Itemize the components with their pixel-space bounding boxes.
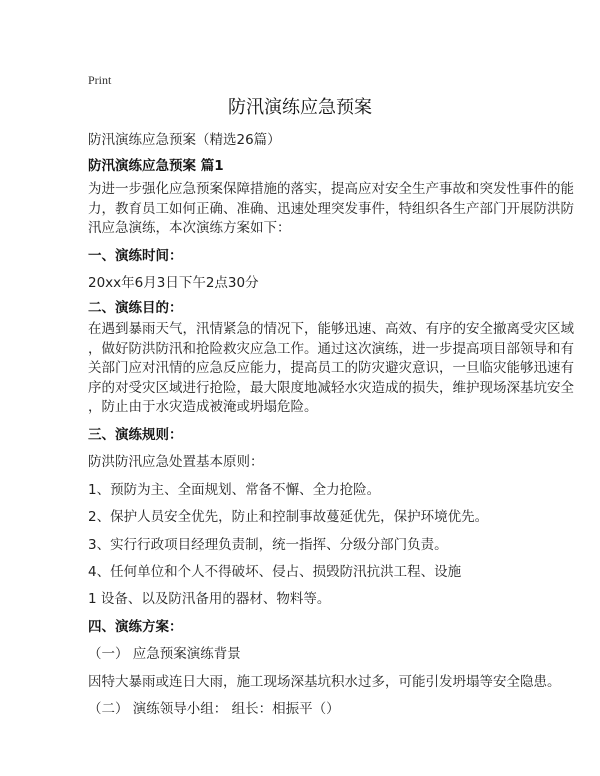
- intro-paragraph: [88, 180, 574, 239]
- text-line: 汛应急演练，本次演练方案如下：: [88, 220, 291, 236]
- section1-text: 20xx年6月3日下午2点30分: [88, 275, 259, 291]
- section2-paragraph: [88, 320, 574, 418]
- section2-heading: 二、演练目的：: [88, 300, 183, 316]
- rule-item: 4、任何单位和个人不得破坏、侵占、损毁防汛抗洪工程、设施: [88, 564, 462, 580]
- rule-item: 1、预防为主、全面规划、常备不懈、全力抢险。: [88, 482, 381, 498]
- section4-sub1: （一） 应急预案演练背景: [88, 646, 241, 662]
- text-line: 为进一步强化应急预案保障措施的落实，提高应对安全生产事故和突发性事件的能: [88, 181, 574, 197]
- text-line: ，做好防洪防汛和抢险救灾应急工作。通过这次演练，进一步提高项目部领导和有: [88, 340, 574, 357]
- rule-item: 3、实行行政项目经理负责制，统一指挥、分级分部门负责。: [88, 537, 448, 553]
- text-line: 序的对受灾区域进行抢险，最大限度地减轻水灾造成的损失，维护现场深基坑安全: [88, 379, 574, 396]
- text-line: 力，教育员工如何正确、准确、迅速处理突发事件，特组织各生产部门开展防洪防: [88, 200, 574, 217]
- article-heading: 防汛演练应急预案 篇1: [88, 158, 224, 174]
- page-title: 防汛演练应急预案: [228, 97, 372, 118]
- section4-sub2: （二） 演练领导小组： 组长：相振平（）: [88, 701, 340, 717]
- section4-sub1-text: 因特大暴雨或连日大雨，施工现场深基坑积水过多，可能引发坍塌等安全隐患。: [88, 674, 561, 690]
- text-line: 关部门应对汛情的应急反应能力，提高员工的防灾避灾意识，一旦临灾能够迅速有: [88, 360, 574, 376]
- rule-item: 2、保护人员安全优先，防止和控制事故蔓延优先，保护环境优先。: [88, 509, 489, 525]
- subtitle: 防汛演练应急预案（精选26篇）: [88, 132, 281, 148]
- section4-heading: 四、演练方案：: [88, 619, 183, 635]
- text-line: 在遇到暴雨天气，汛情紧急的情况下，能够迅速、高效、有序的安全撤离受灾区域: [88, 321, 574, 337]
- print-link[interactable]: Print: [88, 73, 112, 87]
- section3-heading: 三、演练规则：: [88, 427, 183, 443]
- section1-heading: 一、演练时间：: [88, 248, 183, 264]
- rule-item: 1 设备、以及防汛备用的器材、物料等。: [88, 591, 331, 607]
- section3-intro: 防洪防汛应急处置基本原则：: [88, 454, 264, 470]
- text-line: ，防止由于水灾造成被淹或坍塌危险。: [88, 399, 318, 415]
